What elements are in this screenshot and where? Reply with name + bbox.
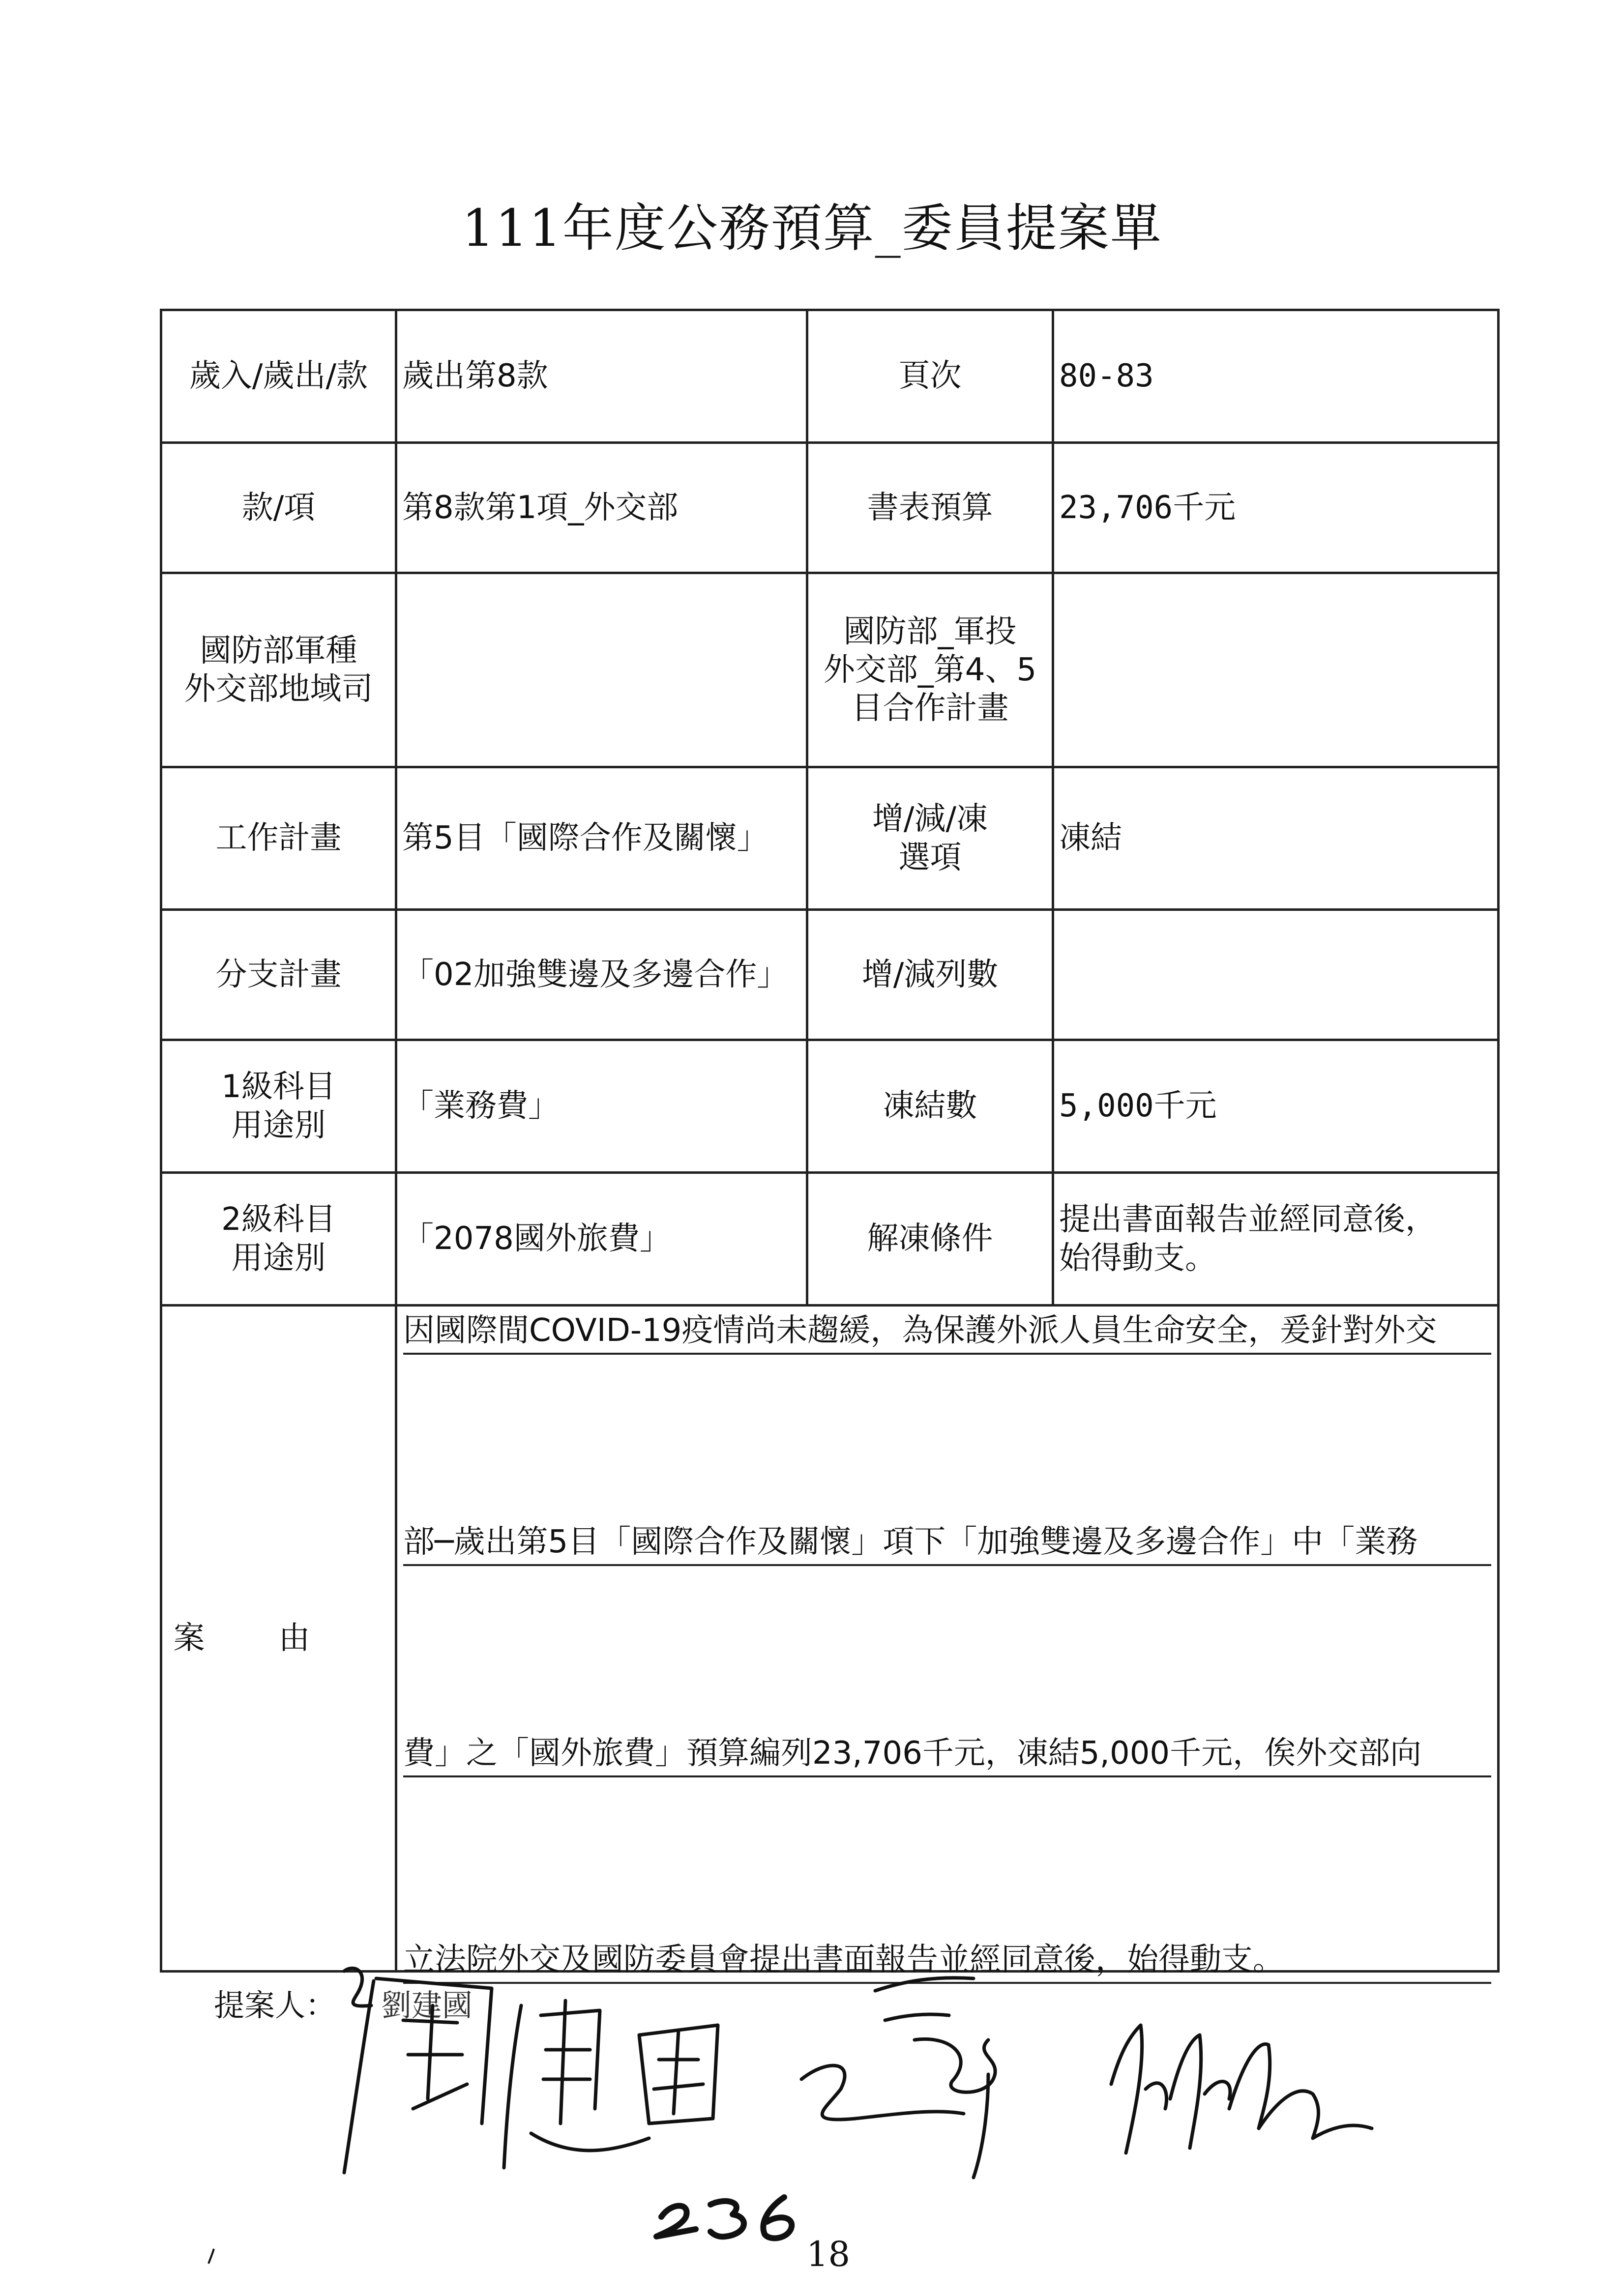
value-unfreeze-condition-line1: 提出書面報告並經同意後， — [1059, 1201, 1437, 1238]
label-plan-type-line1: 國防部_軍投 — [843, 613, 1017, 650]
row-item — [161, 443, 1499, 573]
proposer-name: 劉建國 — [381, 1987, 473, 2023]
value-unfreeze-condition — [1053, 1173, 1499, 1306]
form-title: 111年度公務預算_委員提案單 — [462, 198, 1162, 258]
label-level2-line1: 2級科目 — [221, 1201, 336, 1238]
row-level1 — [161, 1040, 1499, 1173]
label-level1-line2: 用途別 — [231, 1107, 326, 1144]
label-budget-type: 歲入/歲出/款 — [161, 310, 396, 443]
label-branch-plan: 分支計畫 — [161, 910, 396, 1040]
value-level1: 「業務費」 — [396, 1040, 807, 1173]
label-option-line2: 選項 — [898, 839, 962, 876]
reason-line-4: 立法院外交及國防委員會提出書面報告並經同意後，始得動支。 — [403, 1941, 1491, 1984]
label-level1 — [161, 1040, 396, 1173]
row-branch-plan — [161, 910, 1499, 1040]
value-budget: 23,706千元 — [1053, 443, 1499, 573]
reason-line-1: 因國際間COVID-19疫情尚未趨緩，為保護外派人員生命安全，爰針對外交 — [403, 1311, 1491, 1355]
label-option-line1: 增/減/凍 — [872, 801, 988, 838]
label-department-line1: 國防部軍種 — [200, 632, 357, 669]
row-department — [161, 573, 1499, 767]
label-change-amount: 增/減列數 — [807, 910, 1053, 1040]
label-level1-line1: 1級科目 — [221, 1069, 336, 1105]
value-change-amount — [1053, 910, 1499, 1040]
label-work-plan: 工作計畫 — [161, 767, 396, 910]
proposer-label: 提案人： — [214, 1987, 336, 2023]
value-branch-plan: 「02加強雙邊及多邊合作」 — [396, 910, 807, 1040]
label-department — [161, 573, 396, 767]
value-unfreeze-condition-line2: 始得動支。 — [1059, 1240, 1216, 1277]
value-option: 凍結 — [1053, 767, 1499, 910]
handwritten-signatures — [334, 1961, 1465, 2187]
handwritten-page-number — [651, 2187, 814, 2246]
value-level2: 「2078國外旅費」 — [396, 1173, 807, 1306]
value-work-plan: 第5目「國際合作及關懷」 — [396, 767, 807, 910]
value-budget-type: 歲出第8款 — [396, 310, 807, 443]
value-page: 80-83 — [1053, 310, 1499, 443]
row-reason — [161, 1306, 1499, 1972]
label-reason: 案由 — [161, 1306, 396, 1972]
label-department-line2: 外交部地域司 — [184, 671, 373, 707]
reason-line-2: 部─歲出第5目「國際合作及關懷」項下「加強雙邊及多邊合作」中「業務 — [403, 1523, 1491, 1566]
label-budget: 書表預算 — [807, 443, 1053, 573]
label-frozen-amount: 凍結數 — [807, 1040, 1053, 1173]
value-department — [396, 573, 807, 767]
label-page: 頁次 — [807, 310, 1053, 443]
label-plan-type-line2: 外交部_第4、5 — [823, 651, 1037, 688]
value-frozen-amount: 5,000千元 — [1053, 1040, 1499, 1173]
row-work-plan — [161, 767, 1499, 910]
row-level2 — [161, 1173, 1499, 1306]
page-number: 18 — [806, 2234, 851, 2274]
label-plan-type — [807, 573, 1053, 767]
value-item: 第8款第1項_外交部 — [396, 443, 807, 573]
row-budget-type — [161, 310, 1499, 443]
reason-line-3: 費」之「國外旅費」預算編列23,706千元，凍結5,000千元，俟外交部向 — [403, 1734, 1491, 1777]
label-unfreeze-condition: 解凍條件 — [807, 1173, 1053, 1306]
label-option — [807, 767, 1053, 910]
label-level2-line2: 用途別 — [231, 1240, 326, 1277]
scan-mark — [207, 2246, 216, 2266]
proposal-form-table — [160, 309, 1500, 1978]
label-plan-type-line3: 目合作計畫 — [851, 690, 1009, 727]
reason-body — [396, 1306, 1499, 1978]
label-item: 款/項 — [161, 443, 396, 573]
label-level2 — [161, 1173, 396, 1306]
value-plan-type — [1053, 573, 1499, 767]
